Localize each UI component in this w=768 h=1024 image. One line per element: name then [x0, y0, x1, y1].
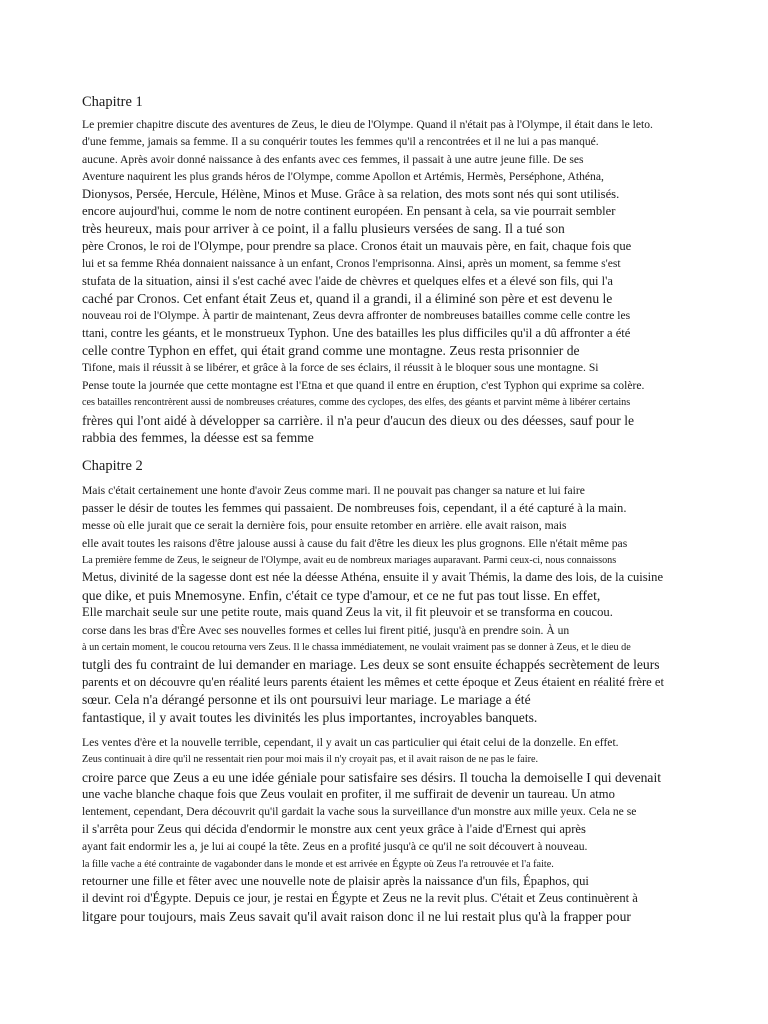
text-line: passer le désir de toutes les femmes qui passaient. De nombreuses fois, cependant, il a été capturé à la main.: [82, 500, 627, 515]
text-line: corse dans les bras d'Ère Avec ses nouvelles formes et celles lui firent pitié, jusqu'à en prendre soin. À un: [82, 623, 570, 637]
text-line: parents et on découvre qu'en réalité leurs parents étaient les mêmes et cette époque et Zeus étaient en réalité frère et: [82, 674, 664, 689]
chapter-2-paragraph-1: [82, 482, 692, 725]
text-line: Dionysos, Persée, Hercule, Hélène, Minos et Muse. Grâce à sa relation, des mots sont nés qui sont utilisés.: [82, 186, 620, 201]
text-line: retourner une fille et fêter avec une nouvelle note de plaisir après la naissance d'un fils, Épaphos, qui: [82, 874, 589, 889]
document-page: [82, 90, 692, 933]
text-line: sœur. Cela n'a dérangé personne et ils ont poursuivi leur mariage. Le mariage a été: [82, 692, 531, 708]
text-line: Elle marchait seule sur une petite route, mais quand Zeus la vit, il fit pleuvoir et se transforma en coucou.: [82, 605, 613, 620]
text-line: il devint roi d'Égypte. Depuis ce jour, je restai en Égypte et Zeus ne la revit plus. C'était et Zeus continuèrent à: [82, 891, 638, 906]
text-line: caché par Cronos. Cet enfant était Zeus et, quand il a grandi, il a éliminé son père et est devenu le: [82, 290, 613, 306]
chapter-1: [82, 90, 692, 446]
chapter-2-paragraph-2: [82, 734, 692, 925]
text-line: à un certain moment, le coucou retourna vers Zeus. Il le chassa immédiatement, ne voulait vraiment pas se donner à Zeus, et le dieu de: [82, 641, 631, 653]
text-line: Les ventes d'ère et la nouvelle terrible, cependant, il y avait un cas particulier qui était celui de la donzelle. En effet.: [82, 735, 619, 749]
text-line: tutgli des fu contraint de lui demander en mariage. Les deux se sont ensuite échappés secrètement de leurs: [82, 657, 660, 673]
text-line: messe où elle jurait que ce serait la dernière fois, pour ensuite retomber en arrière. elle avait raison, mais: [82, 519, 567, 533]
text-line: elle avait toutes les raisons d'être jalouse aussi à cause du fait d'être les dieux les plus grognons. Elle n'était même pas: [82, 536, 628, 550]
text-line: Metus, divinité de la sagesse dont est née la déesse Athéna, ensuite il y avait Thémis, la dame des lois, de la cuisine: [82, 570, 664, 585]
text-line: aucune. Après avoir donné naissance à des enfants avec ces femmes, il passait à une autre jeune fille. De ses: [82, 152, 584, 166]
text-line: Pense toute la journée que cette montagne est l'Etna et que quand il entre en éruption, c'est Typhon qui exprime sa colère.: [82, 378, 645, 392]
text-line: stufata de la situation, ainsi il s'est caché avec l'aide de chèvres et quelques elfes et a élevé son fils, qui l'a: [82, 273, 613, 288]
chapter-2: [82, 454, 692, 925]
text-line: lui et sa femme Rhéa donnaient naissance à un enfant, Cronos l'emprisonna. Ainsi, après un moment, sa femme s'est: [82, 257, 621, 271]
text-line: Mais c'était certainement une honte d'avoir Zeus comme mari. Il ne pouvait pas changer sa nature et lui faire: [82, 484, 585, 498]
text-line: frères qui l'ont aidé à développer sa carrière. il n'a peur d'aucun des dieux ou des déesses, sauf pour le: [82, 412, 635, 428]
paragraph-gap: [82, 726, 692, 734]
text-line: fantastique, il y avait toutes les divinités les plus importantes, incroyables banquets.: [82, 709, 538, 725]
chapter-1-text: [82, 116, 692, 446]
text-line: Aventure naquirent les plus grands héros de l'Olympe, comme Apollon et Artémis, Hermès, Perséphone, Athéna,: [82, 170, 604, 184]
text-line: La première femme de Zeus, le seigneur de l'Olympe, avait eu de nombreux mariages auparavant. Parmi ceux-ci, nous connaissons: [82, 554, 617, 566]
text-line: Zeus continuait à dire qu'il ne ressentait rien pour moi mais il n'y croyait pas, et il avait raison de ne pas le faire.: [82, 754, 539, 766]
text-line: que dike, et puis Mnemosyne. Enfin, c'était ce type d'amour, et ce ne fut pas tout lisse. En effet,: [82, 587, 601, 603]
text-line: encore aujourd'hui, comme le nom de notre continent européen. En pensant à cela, sa vie pourrait sembler: [82, 203, 616, 218]
text-line: très heureux, mais pour arriver à ce point, il a fallu plusieurs versées de sang. Il a tué son: [82, 221, 565, 237]
text-line: ayant fait endormir les a, je lui ai coupé la tête. Zeus en a profité jusqu'à ce qu'il ne soit découvert à nouveau.: [82, 840, 588, 854]
text-line: père Cronos, le roi de l'Olympe, pour prendre sa place. Cronos était un mauvais père, en fait, chaque fois que: [82, 238, 632, 253]
text-line: la fille vache a été contrainte de vagabonder dans le monde et est arrivée en Égypte où Zeus l'a retrouvée et l'a faite.: [82, 858, 554, 870]
text-line: ces batailles rencontrèrent aussi de nombreuses créatures, comme des cyclopes, des elfes, des géants et parvint même à libérer certains: [82, 397, 631, 409]
text-line: Tifone, mais il réussit à se libérer, et grâce à la force de ses éclairs, il réussit à le bloquer sous une montagne. Si: [82, 361, 599, 375]
text-line: croire parce que Zeus a eu une idée géniale pour satisfaire ses désirs. Il toucha la demoiselle I qui devenait: [82, 769, 662, 785]
text-line: d'une femme, jamais sa femme. Il a su conquérir toutes les femmes qu'il a rencontrées et il ne lui a pas manqué.: [82, 135, 599, 149]
text-line: il s'arrêta pour Zeus qui décida d'endormir le monstre aux cent yeux grâce à l'aide d'Ernest qui après: [82, 821, 586, 836]
text-line: Le premier chapitre discute des aventures de Zeus, le dieu de l'Olympe. Quand il n'était pas à l'Olympe, il était dans le leto.: [82, 118, 653, 131]
text-line: litgare pour toujours, mais Zeus savait qu'il avait raison donc il ne lui restait plus qu'à la frapper pour: [82, 908, 631, 924]
text-line: celle contre Typhon en effet, qui était grand comme une montagne. Zeus resta prisonnier de: [82, 343, 580, 359]
chapter-title: Chapitre 1: [82, 94, 143, 110]
text-line: ttani, contre les géants, et le monstrueux Typhon. Une des batailles les plus difficiles qu'il a dû affronter a été: [82, 325, 631, 340]
text-line: lentement, cependant, Dera découvrit qu'il gardait la vache sous la surveillance d'un monstre aux mille yeux. Cela ne se: [82, 805, 637, 819]
chapter-title: Chapitre 2: [82, 458, 143, 475]
text-line: nouveau roi de l'Olympe. À partir de maintenant, Zeus devra affronter de nombreuses batailles comme celle contre les: [82, 309, 631, 323]
text-line: une vache blanche chaque fois que Zeus voulait en profiter, il me suffirait de devenir un taureau. Un atmo: [82, 787, 615, 802]
text-line: rabbia des femmes, la déesse est sa femme: [82, 430, 314, 446]
